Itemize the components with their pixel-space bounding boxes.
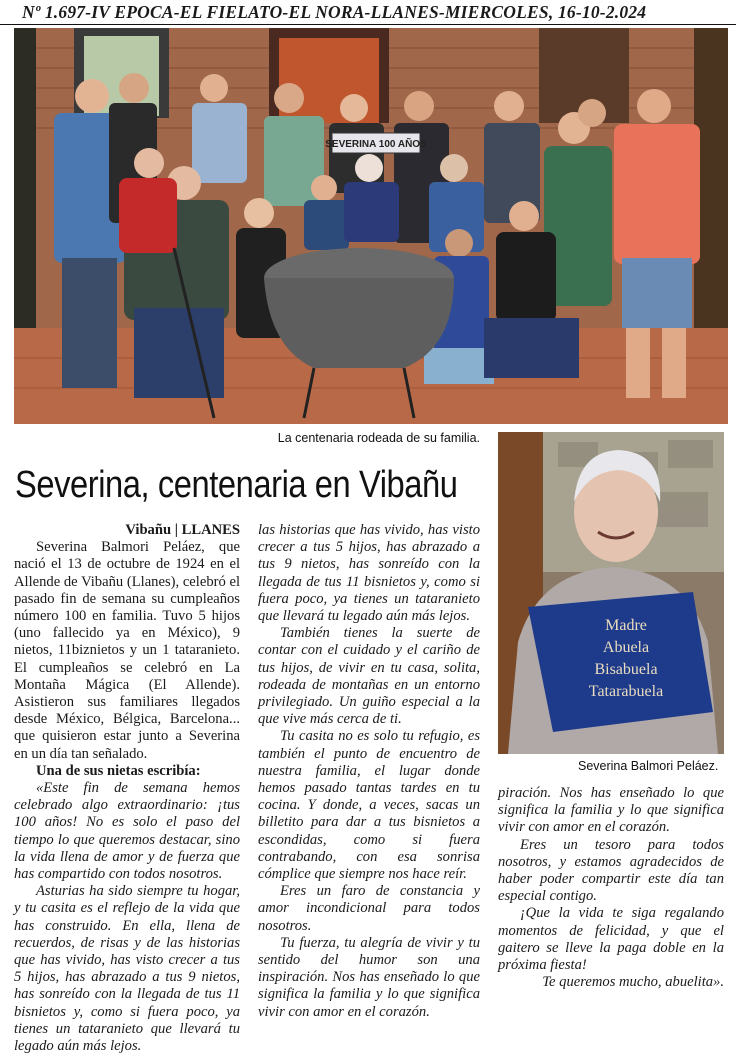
- quote-6-continued: piración. Nos has enseñado lo que significa la familia y lo que significa vivir con amor en el corazón.: [498, 785, 724, 836]
- quote-6: Tu fuerza, tu alegría de vivir y tu sentido del humor son una inspiración. Nos has enseñado lo que significa la familia y lo que significa vivir con amor en el corazón.: [258, 934, 480, 1020]
- quote-7: Eres un tesoro para todos nosotros, y estamos agradecidos de haber poder compartir este día tan especial contigo.: [498, 836, 724, 905]
- family-sign: SEVERINA 100 AÑOS: [325, 139, 427, 150]
- quote-9: Te queremos mucho, abuelita».: [542, 974, 724, 991]
- article-column-2: [258, 522, 480, 1020]
- article-headline: Severina, centenaria en Vibañu: [15, 464, 458, 506]
- portrait-photo: [498, 432, 724, 754]
- quote-1: «Este fin de semana hemos celebrado algo extraordinario: ¡tus 100 años! No es solo el paso del tiempo lo que queremos destacar, sino la vida llena de amor y de fuerza que has compartido con todos nosotros.: [14, 780, 240, 883]
- article-column-1: [14, 522, 240, 1055]
- paragraph-1: Severina Balmori Peláez, que nació el 13 de octubre de 1924 en el Allende de Vibañu (Llanes), celebró el pasado fin de semana su cumpleaños número 100 en familia. Tuvo 5 hijos (uno fallecido ya en México), 9 nietos, 11biznietos y un 1 tataranieto. El cumpleaños se celebró en La Montaña Mágica (El Allende). Asistieron sus familiares llegados desde México, Bélgica, Barcelona... que quisieron estar junto a Severina en un día tan señalado.: [14, 539, 240, 762]
- quote-4: Tu casita no es solo tu refugio, es también el punto de encuentro de nuestra familia, el lugar donde hemos pasado tantas tardes en tu cocina. Y donde, a veces, sacas un billetito para dar a tus bisnietos a escondidas, como si fuera contrabando, con esa sonrisa cómplice que siempre nos hace reír.: [258, 728, 480, 883]
- article-column-3: [498, 785, 724, 991]
- bag-line-3: Bisabuela: [594, 661, 658, 678]
- header-rule: [0, 24, 736, 25]
- page-header: [0, 0, 736, 26]
- quote-2-continued: las historias que has vivido, has visto crecer a tus 5 hijos, has abrazado a tus 9 nietos, has sonreído con la llegada de tus 11 bisnietos y, como si fuera poco, ya tienes un tataranieto que llevará tu legado aún más lejos.: [258, 522, 480, 625]
- quote-3: También tienes la suerte de contar con el cuidado y el cariño de tus hijos, de vivir en tu casa, solita, rodeada de montañas en un entorno privilegiado. Un guiño especial a la que vive más cerca de ti.: [258, 625, 480, 728]
- quote-2: Asturias ha sido siempre tu hogar, y tu casita es el reflejo de la vida que has construido. En ella, llena de recuerdos, de risas y de las historias que has vivido, has visto crecer a tus 5 hijos, has abrazado a tus 9 nietos, has sonreído con la llegada de tus 11 bisnietos y, como si fuera poco, ya tienes un tataranieto que llevará tu legado aún más lejos.: [14, 883, 240, 1055]
- portrait-caption: Severina Balmori Peláez.: [578, 759, 719, 773]
- bag-line-2: Abuela: [602, 639, 650, 656]
- subhead: Una de sus nietas escribía:: [36, 762, 201, 779]
- bag-line-1: Madre: [605, 617, 647, 634]
- quote-8: ¡Que la vida te siga regalando momentos de felicidad, y que el gaitero se lleve la paga doble en la próxima fiesta!: [498, 905, 724, 974]
- top-photo-caption: La centenaria rodeada de su familia.: [277, 431, 480, 445]
- quote-5: Eres un faro de constancia y amor incondicional para todos nosotros.: [258, 883, 480, 934]
- bag-line-4: Tatarabuela: [588, 683, 664, 700]
- dateline: Vibañu | LLANES: [125, 522, 240, 538]
- issue-line: Nº 1.697-IV EPOCA-EL FIELATO-EL NORA-LLANES-MIERCOLES, 16-10-2.024: [22, 2, 647, 22]
- family-group-photo: [14, 28, 728, 424]
